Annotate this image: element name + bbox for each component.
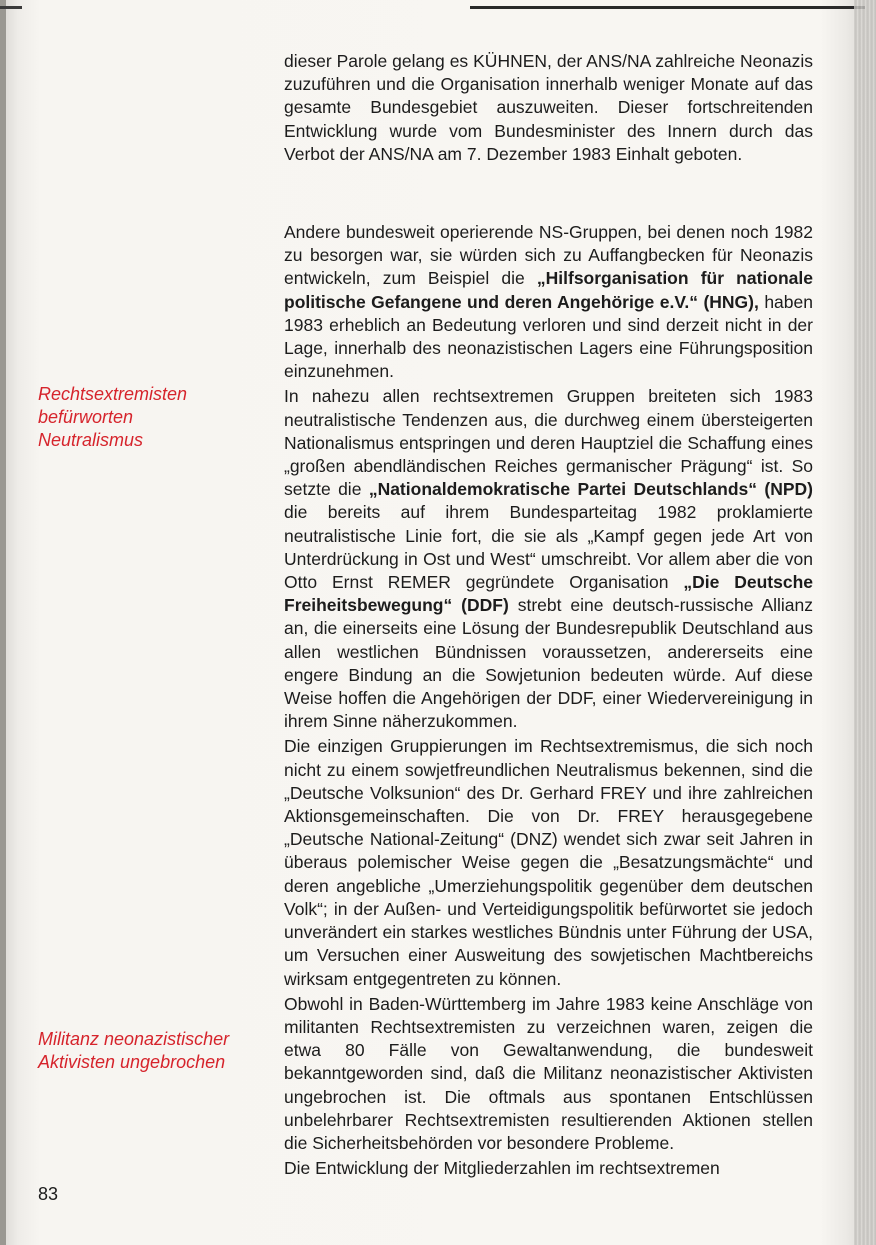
- text-run: In nahezu allen rechtsextremen Gruppen breiteten sich 1983 neutralistische Tendenzen aus, die durchweg einem übersteigerten Nationalismus entspringen und deren Hauptziel die Schaffung eines „großen abendländischen Reiches germanischer Prägung“ ist. So setzte die: [284, 386, 813, 500]
- text-run: die bereits auf ihrem Bundesparteitag 1982 proklamierte neutralistische Linie fort, die sie als „Kampf gegen jede Art von Unterdrückung in Ost und West“ umschreibt. Vor allem aber die von Otto Ernst REMER gegründete Organisation: [284, 502, 813, 593]
- text-block-top: [284, 50, 813, 166]
- bold-text-run: „Die Deutsche Freiheitsbewegung“ (DDF): [284, 572, 813, 616]
- paragraph: [284, 50, 813, 166]
- text-run: strebt eine deutsch-russische Allianz an, die einerseits eine Lösung der Bundesrepublik Deutschland aus allen westlichen Bündnissen voraussetzen, andererseits eine engere Bindung an die Sowjetunion bedeuten würde. Auf diese Weise hoffen die Angehörigen der DDF, einer Wiedervereinigung in ihrem Sinne näherzukommen.: [284, 595, 814, 732]
- paragraph: [284, 993, 813, 1155]
- bold-text-run: „Nationaldemokratische Partei Deutschlands“ (NPD): [368, 479, 813, 500]
- bold-text-run: „Hilfsorganisation für nationale politische Gefangene und deren Angehörige e.V.“ (HNG),: [284, 268, 813, 312]
- top-corner-mark: [0, 6, 22, 9]
- margin-note-line: Militanz neonazistischer: [38, 1029, 230, 1049]
- page-binding-edge: [0, 0, 6, 1245]
- text-run: Die Entwicklung der Mitgliederzahlen im rechtsextremen: [284, 1158, 720, 1179]
- margin-note-neutralismus: [38, 383, 187, 452]
- paragraph: [284, 221, 813, 383]
- margin-note-line: Aktivisten ungebrochen: [38, 1052, 226, 1072]
- text-run: dieser Parole gelang es KÜHNEN, der ANS/NA zahlreiche Neonazis zuzuführen und die Organisation innerhalb weniger Monate auf das gesamte Bundesgebiet auszuweiten. Dieser fortschreitenden Entwicklung wurde vom Bundesminister des Innern durch das Verbot der ANS/NA am 7. Dezember 1983 Einhalt geboten.: [284, 51, 813, 164]
- text-block-main: [284, 221, 813, 1182]
- paragraph: [284, 1157, 813, 1180]
- top-rule: [470, 6, 865, 9]
- text-run: haben 1983 erheblich an Bedeutung verloren und sind derzeit nicht in der Lage, innerhalb des neonazistischen Lagers eine Führungsposition einzunehmen.: [284, 291, 813, 382]
- margin-note-line: Neutralismus: [38, 430, 144, 450]
- paragraph: [284, 385, 813, 733]
- paragraph: [284, 735, 813, 990]
- page-number: 83: [38, 1184, 59, 1204]
- margin-note-line: befürworten: [38, 407, 134, 427]
- text-run: Obwohl in Baden-Württemberg im Jahre 1983 keine Anschläge von militanten Rechtsextremisten zu verzeichnen waren, zeigen die etwa 80 Fälle von Gewaltanwendung, die bundesweit bekanntgeworden sind, daß die Militanz neonazistischer Aktivisten ungebrochen ist. Die oftmals aus spontanen Entschlüssen unbelehrbarer Rechtsextremisten resultierenden Aktionen stellen die Sicherheitsbehörden vor besondere Probleme.: [284, 993, 813, 1153]
- margin-note-line: Rechtsextremisten: [38, 384, 188, 404]
- margin-note-militanz: [38, 1028, 229, 1074]
- page-right-edge: [854, 0, 876, 1245]
- text-run: Andere bundesweit operierende NS-Gruppen, bei denen noch 1982 zu besorgen war, sie würden sich zu Auffangbecken für Neonazis entwickeln, zum Beispiel die: [284, 222, 813, 289]
- text-run: Die einzigen Gruppierungen im Rechtsextremismus, die sich noch nicht zu einem sowjetfreundlichen Neutralismus bekennen, sind die „Deutsche Volksunion“ des Dr. Gerhard FREY und ihre zahlreichen Aktionsgemeinschaften. Die von Dr. FREY herausgegebene „Deutsche National-Zeitung“ (DNZ) wendet sich zwar seit Jahren in überaus polemischer Weise gegen die „Besatzungsmächte“ und deren angebliche „Umerziehungspolitik gegenüber dem deutschen Volk“; in der Außen- und Verteidigungspolitik befürwortet sie jedoch unverändert ein starkes westliches Bündnis unter Führung der USA, um Versuchen einer Ausweitung des sowjetischen Machtbereichs wirksam entgegentreten zu können.: [284, 736, 813, 989]
